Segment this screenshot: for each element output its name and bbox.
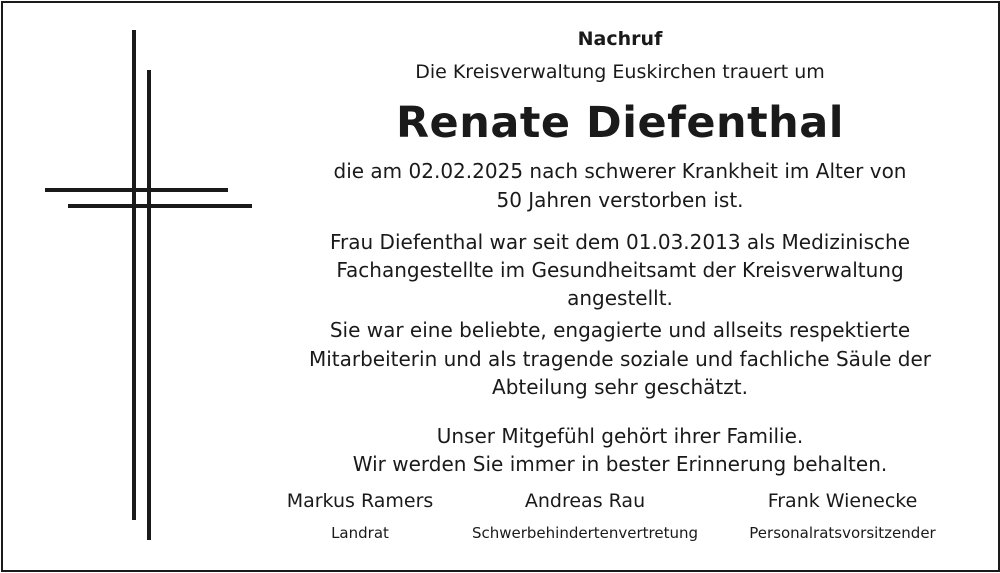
cross-vertical-bar-right <box>147 70 151 540</box>
death-line-1: die am 02.02.2025 nach schwerer Krankheit im Alter von <box>333 159 907 183</box>
signer-role: Schwerbehindertenvertretung <box>471 524 699 542</box>
cross-vertical-bar-left <box>132 30 136 520</box>
praise-line-2: Mitarbeiterin und als tragende soziale und fachliche Säule der <box>308 347 932 371</box>
signer-name: Frank Wienecke <box>767 490 918 512</box>
career-line-1: Frau Diefenthal war seit dem 01.03.2013 als Medizinische <box>330 230 910 254</box>
cross-horizontal-bar-bottom <box>68 204 252 208</box>
signer-1 <box>270 490 450 542</box>
signer-role: Personalratsvorsitzender <box>749 524 936 542</box>
closing-line-1: Unser Mitgefühl gehört ihrer Familie. <box>436 424 804 448</box>
intro-text: Die Kreisverwaltung Euskirchen trauert um <box>415 61 825 83</box>
closing-line-2: Wir werden Sie immer in bester Erinnerung behalten. <box>352 452 888 476</box>
praise-line-1: Sie war eine beliebte, engagierte und allseits respektierte <box>329 318 911 342</box>
signer-role: Landrat <box>331 524 389 542</box>
career-line-2: Fachangestellte im Gesundheitsamt der Kreisverwaltung <box>336 258 904 282</box>
signer-name: Markus Ramers <box>286 490 434 512</box>
signer-2 <box>440 490 730 542</box>
signer-name: Andreas Rau <box>524 490 646 512</box>
signer-3 <box>725 490 960 542</box>
death-line-2: 50 Jahren verstorben ist. <box>496 188 744 212</box>
deceased-name: Renate Diefenthal <box>395 98 845 148</box>
cross-horizontal-bar-top <box>45 188 228 192</box>
praise-line-3: Abteilung sehr geschätzt. <box>492 375 748 399</box>
double-cross-icon <box>0 0 260 573</box>
career-line-3: angestellt. <box>567 286 673 310</box>
obituary-heading: Nachruf <box>577 28 663 50</box>
